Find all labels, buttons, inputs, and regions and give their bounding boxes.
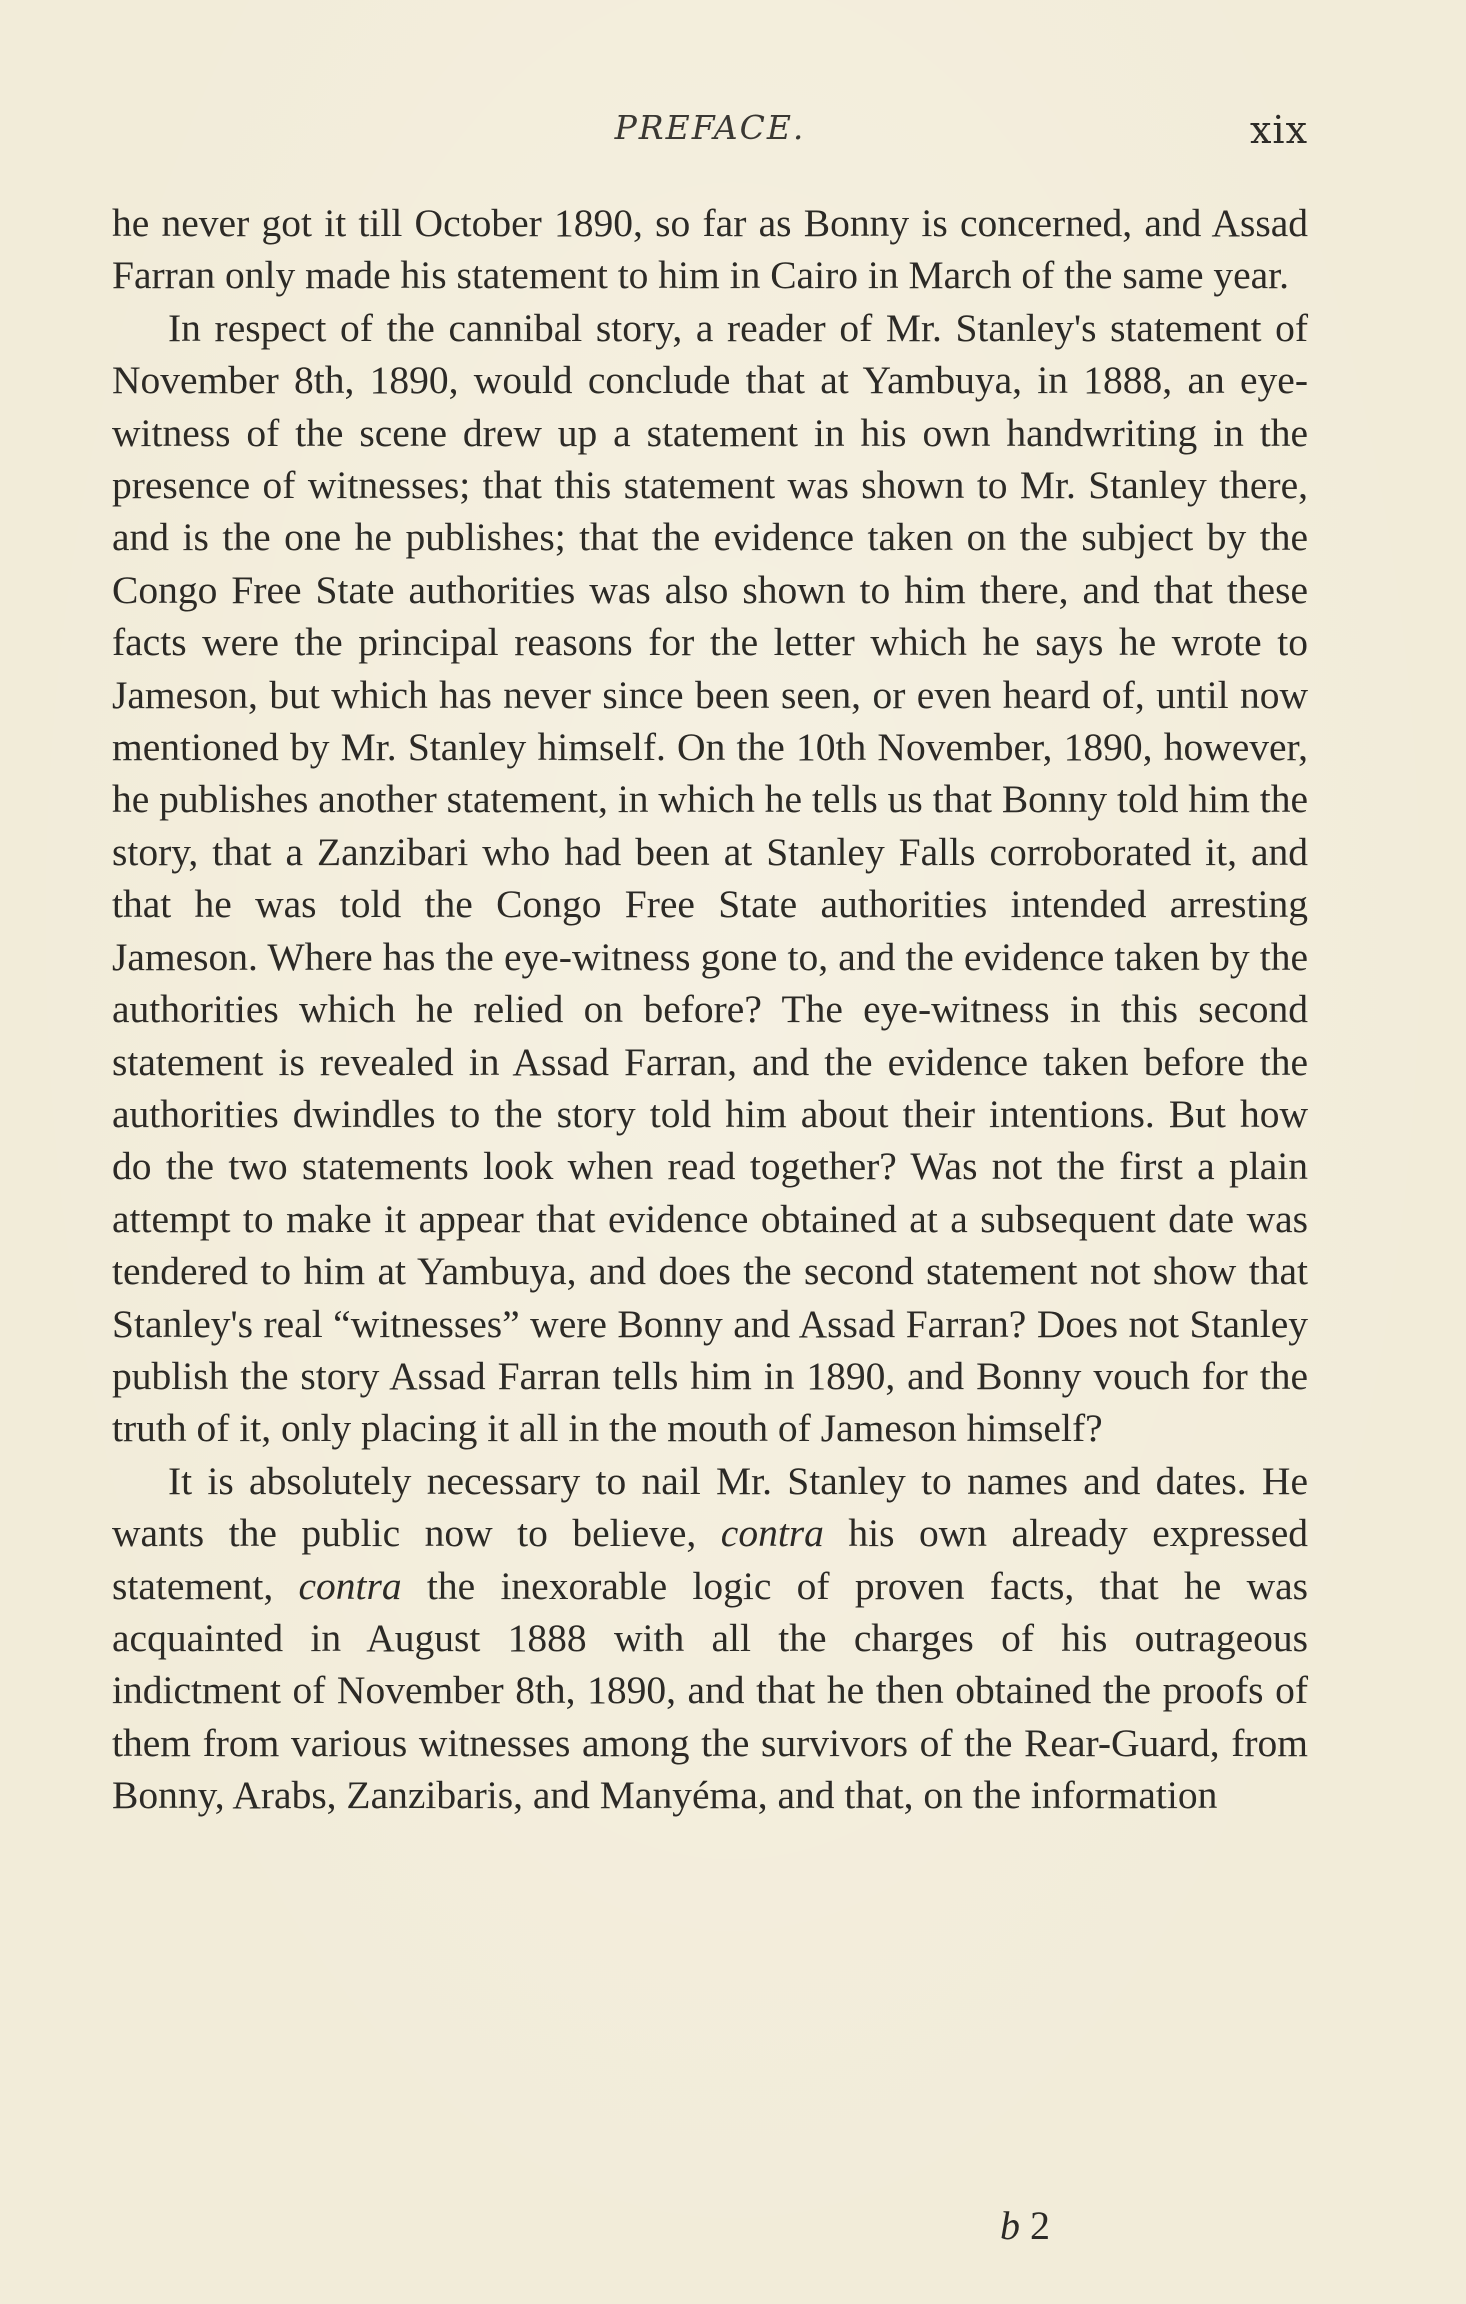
signature-number: 2: [1030, 2203, 1050, 2248]
body-text: [112, 197, 1308, 1822]
paragraph-text-segment: It is absolutely necessary to nail Mr. Stanley to names and dates. He wants the public now to believe,: [112, 1458, 1308, 1556]
running-head: [112, 108, 1308, 158]
running-title: PREFACE.: [614, 108, 806, 147]
paragraph-text-segment: the inexorable logic of proven facts, that he was acquainted in August 1888 with all the charges of his outrageous indictment of November 8th, 1890, and that he then obtained the proofs of them from various witnesses among the survivors of the Rear-Guard, from Bonny, Arabs, Zanzibaris, and Manyéma, and that, on the information: [112, 1563, 1308, 1818]
italic-term: contra: [298, 1563, 402, 1608]
paragraph-names-and-dates: [112, 1455, 1308, 1822]
paragraph-text-segment: his own already expressed statement,: [112, 1511, 1309, 1608]
paragraph-continuation: he never got it till October 1890, so far as Bonny is concerned, and Assad Farran only made his statement to him in Cairo in March of the same year.: [112, 201, 1308, 298]
signature-mark: [1000, 2202, 1050, 2249]
signature-letter: b: [1000, 2203, 1020, 2248]
italic-term: contra: [720, 1511, 824, 1556]
page-number: xix: [1249, 108, 1308, 152]
paragraph-cannibal-story: In respect of the cannibal story, a reader of Mr. Stanley's statement of November 8th, 1890, would conclude that at Yambuya, in 1888, an eye-witness of the scene drew up a statement in his own handwriting in the presence of witnesses; that this statement was shown to Mr. Stanley there, and is the one he publishes; that the evidence taken on the subject by the Congo Free State authorities was also shown to him there, and that these facts were the principal reasons for the letter which he says he wrote to Jameson, but which has never since been seen, or even heard of, until now mentioned by Mr. Stanley himself. On the 10th November, 1890, however, he publishes another statement, in which he tells us that Bonny told him the story, that a Zanzibari who had been at Stanley Falls corroborated it, and that he was told the Congo Free State authorities intended arresting Jameson. Where has the eye-witness gone to, and the evidence taken by the authorities which he relied on before? The eye-witness in this second statement is revealed in Assad Farran, and the evidence taken before the authorities dwindles to the story told him about their intentions. But how do the two statements look when read together? Was not the first a plain attempt to make it appear that evidence obtained at a subsequent date was tendered to him at Yambuya, and does the second statement not show that Stanley's real “witnesses” were Bonny and Assad Farran? Does not Stanley publish the story Assad Farran tells him in 1890, and Bonny vouch for the truth of it, only placing it all in the mouth of Jameson himself?: [112, 305, 1308, 1451]
